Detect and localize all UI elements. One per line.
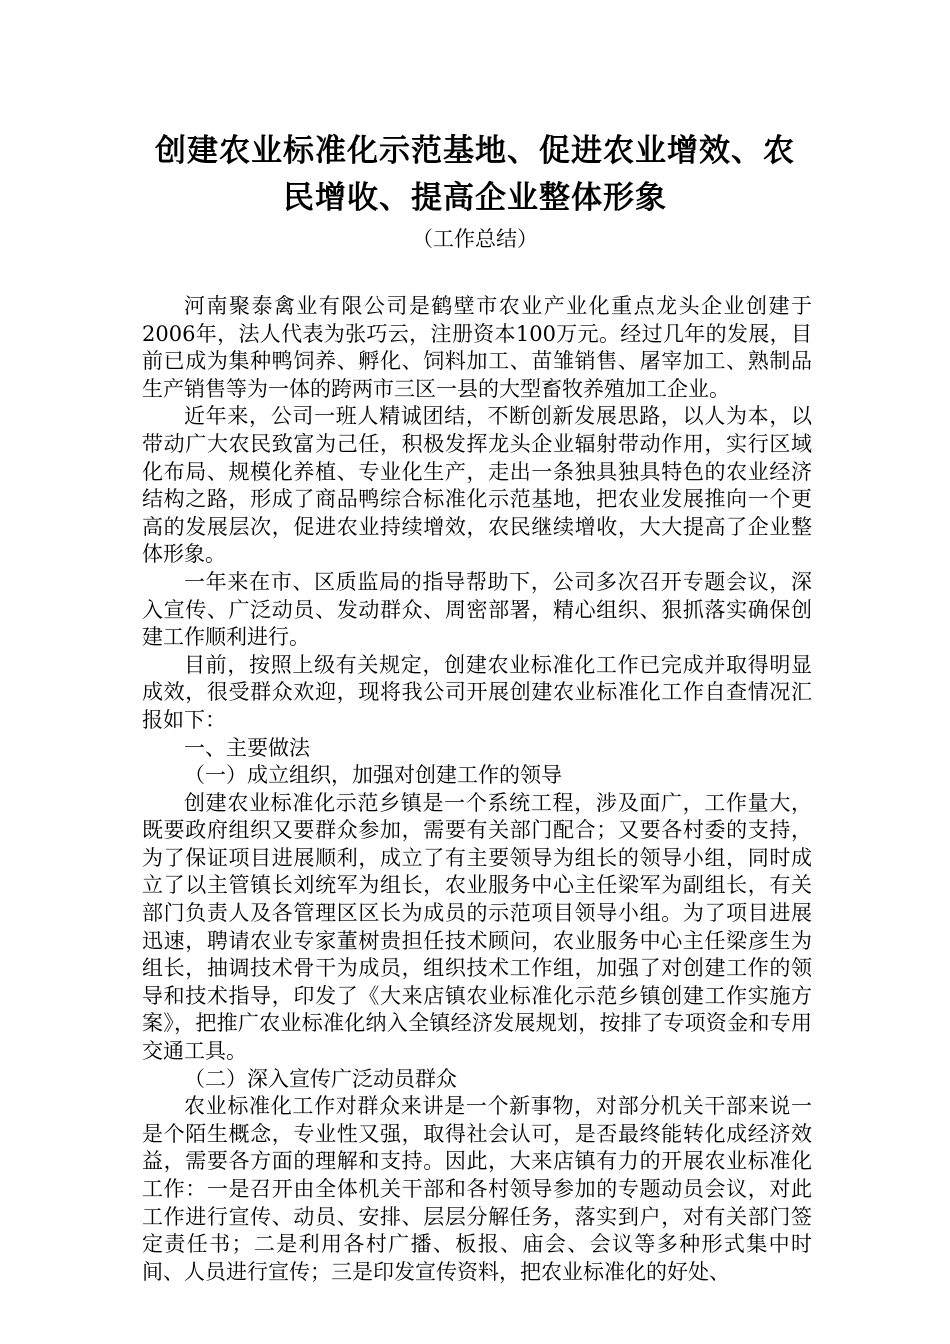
document-body bbox=[142, 293, 812, 1286]
paragraph: 目前，按照上级有关规定，创建农业标准化工作已完成并取得明显成效，很受群众欢迎，现将我公司开展创建农业标准化工作自查情况汇报如下： bbox=[142, 652, 812, 732]
paragraph: 河南聚泰禽业有限公司是鹤壁市农业产业化重点龙头企业创建于2006年，法人代表为张巧云，注册资本100万元。经过几年的发展，目前已成为集种鸭饲养、孵化、饲料加工、苗雏销售、屠宰加工、熟制品生产销售等为一体的跨两市三区一县的大型畜牧养殖加工企业。 bbox=[142, 294, 812, 401]
paragraph: 农业标准化工作对群众来讲是一个新事物，对部分机关干部来说一是个陌生概念，专业性又强，取得社会认可，是否最终能转化成经济效益，需要各方面的理解和支持。因此，大来店镇有力的开展农业标准化工作：一是召开由全体机关干部和各村领导参加的专题动员会议，对此工作进行宣传、动员、安排、层层分解任务，落实到户，对有关部门签定责任书；二是利用各村广播、板报、庙会、会议等多种形式集中时间、人员进行宣传；三是印发宣传资料，把农业标准化的好处、 bbox=[142, 1094, 812, 1284]
subsection-heading: （二）深入宣传广泛动员群众 bbox=[184, 1066, 457, 1091]
section-heading: 一、主要做法 bbox=[184, 735, 310, 760]
document-subtitle: （工作总结） bbox=[412, 227, 538, 251]
paragraph: 近年来，公司一班人精诚团结，不断创新发展思路，以人为本，以带动广大农民致富为己任，积极发挥龙头企业辐射带动作用，实行区域化布局、规模化养植、专业化生产，走出一条独具独具特色的农业经济结构之路，形成了商品鸭综合标准化示范基地，把农业发展推向一个更高的发展层次，促进农业持续增效，农民继续增收，大大提高了企业整体形象。 bbox=[142, 404, 812, 567]
subsection-heading: （一）成立组织，加强对创建工作的领导 bbox=[184, 763, 562, 788]
document-title-line-1: 创建农业标准化示范基地、促进农业增效、农 bbox=[155, 133, 795, 169]
paragraph: 创建农业标准化示范乡镇是一个系统工程，涉及面广，工作量大，既要政府组织又要群众参加，需要有关部门配合；又要各村委的支持，为了保证项目进展顺利，成立了有主要领导为组长的领导小组，同时成立了以主管镇长刘统军为组长，农业服务中心主任梁军为副组长，有关部门负责人及各管理区区长为成员的示范项目领导小组。为了项目进展迅速，聘请农业专家董树贵担任技术顾问，农业服务中心主任梁彦生为组长，抽调技术骨干为成员，组织技术工作组，加强了对创建工作的领导和技术指导，印发了《大来店镇农业标准化示范乡镇创建工作实施方案》，把推广农业标准化纳入全镇经济发展规划，按排了专项资金和专用交通工具。 bbox=[142, 790, 812, 1064]
document-title-line-2: 民增收、提高企业整体形象 bbox=[283, 180, 667, 216]
paragraph: 一年来在市、区质监局的指导帮助下，公司多次召开专题会议，深入宣传、广泛动员、发动群众、周密部署，精心组织、狠抓落实确保创建工作顺利进行。 bbox=[142, 569, 812, 650]
